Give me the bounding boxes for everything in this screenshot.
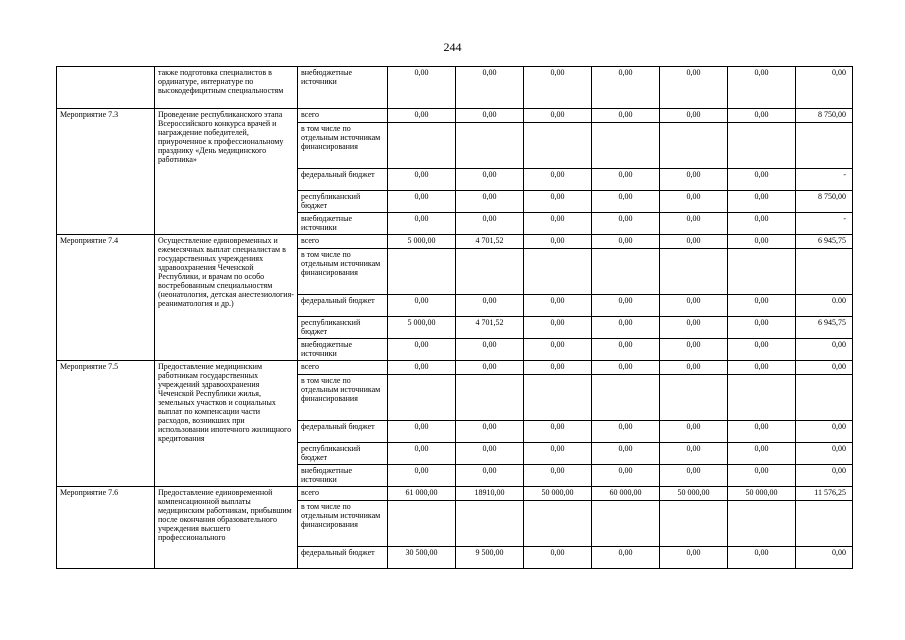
funding-source: республиканский бюджет [298, 317, 388, 339]
funding-source: внебюджетные источники [298, 213, 388, 235]
value-cell: 50 000,00 [524, 487, 592, 501]
value-cell: 0,00 [456, 191, 524, 213]
funding-source: в том числе по отдельным источникам финансирования [298, 375, 388, 421]
value-cell: 0,00 [592, 109, 660, 123]
value-cell [592, 375, 660, 421]
value-cell: 0,00 [592, 213, 660, 235]
value-cell: 8 750,00 [796, 191, 853, 213]
value-cell [524, 249, 592, 295]
value-cell: 0,00 [728, 191, 796, 213]
value-cell: 6 945,75 [796, 317, 853, 339]
value-cell: 61 000,00 [388, 487, 456, 501]
value-cell: 0,00 [524, 361, 592, 375]
value-cell: 0,00 [592, 295, 660, 317]
value-cell [796, 501, 853, 547]
funding-source: всего [298, 361, 388, 375]
value-cell: 0,00 [660, 361, 728, 375]
value-cell [796, 375, 853, 421]
value-cell: 50 000,00 [660, 487, 728, 501]
value-cell: 0,00 [796, 443, 853, 465]
value-cell: 0,00 [456, 169, 524, 191]
table-row [57, 235, 853, 249]
value-cell: 0,00 [796, 547, 853, 569]
value-cell: 0,00 [524, 191, 592, 213]
funding-source: всего [298, 235, 388, 249]
value-cell: 5 000,00 [388, 235, 456, 249]
value-cell: 0,00 [388, 465, 456, 487]
funding-source: внебюджетные источники [298, 465, 388, 487]
value-cell: 0,00 [728, 465, 796, 487]
value-cell: 0,00 [728, 421, 796, 443]
funding-source: внебюджетные источники [298, 339, 388, 361]
funding-source: федеральный бюджет [298, 547, 388, 569]
activity-description: Предоставление единовременной компенсационной выплаты медицинским работникам, прибывшим после окончания образовательного учреждения высшего профессионального [155, 487, 298, 569]
value-cell: 0,00 [592, 443, 660, 465]
value-cell [456, 501, 524, 547]
value-cell [728, 375, 796, 421]
value-cell [796, 249, 853, 295]
value-cell: 0,00 [592, 421, 660, 443]
value-cell: 0.00 [796, 295, 853, 317]
value-cell: 0,00 [388, 361, 456, 375]
value-cell: 0,00 [796, 421, 853, 443]
value-cell: 0,00 [592, 361, 660, 375]
value-cell: 0,00 [524, 317, 592, 339]
value-cell: 0,00 [388, 339, 456, 361]
value-cell: 0,00 [728, 547, 796, 569]
value-cell: 0,00 [388, 443, 456, 465]
value-cell: 0,00 [524, 235, 592, 249]
activity-label [57, 67, 155, 109]
activity-description: также подготовка специалистов в ординатуре, интернатуре по высокодефицитным специальностям [155, 67, 298, 109]
value-cell: 0,00 [728, 213, 796, 235]
funding-source: всего [298, 109, 388, 123]
value-cell [660, 249, 728, 295]
value-cell: 0,00 [592, 191, 660, 213]
value-cell: 0,00 [592, 339, 660, 361]
funding-source: внебюджетные источники [298, 67, 388, 109]
value-cell: 30 500,00 [388, 547, 456, 569]
value-cell [524, 123, 592, 169]
funding-source: федеральный бюджет [298, 169, 388, 191]
value-cell: 11 576,25 [796, 487, 853, 501]
funding-source: республиканский бюджет [298, 443, 388, 465]
value-cell: 0,00 [660, 547, 728, 569]
value-cell [524, 501, 592, 547]
activity-label: Мероприятие 7.4 [57, 235, 155, 361]
funding-source: федеральный бюджет [298, 421, 388, 443]
value-cell [796, 123, 853, 169]
value-cell [728, 501, 796, 547]
value-cell [456, 249, 524, 295]
value-cell: 0,00 [660, 465, 728, 487]
value-cell: 0,00 [456, 361, 524, 375]
value-cell [592, 249, 660, 295]
value-cell [388, 123, 456, 169]
value-cell: 0,00 [660, 443, 728, 465]
value-cell: 0,00 [524, 421, 592, 443]
value-cell: 0,00 [456, 443, 524, 465]
value-cell: 0,00 [660, 213, 728, 235]
funding-source: республиканский бюджет [298, 191, 388, 213]
value-cell: 0,00 [456, 421, 524, 443]
value-cell: 8 750,00 [796, 109, 853, 123]
value-cell: 0,00 [524, 465, 592, 487]
value-cell: 0,00 [592, 235, 660, 249]
value-cell: 0,00 [728, 443, 796, 465]
value-cell: 0,00 [388, 421, 456, 443]
activity-label: Мероприятие 7.3 [57, 109, 155, 235]
value-cell: 0,00 [728, 317, 796, 339]
value-cell: 50 000,00 [728, 487, 796, 501]
value-cell: 0,00 [592, 317, 660, 339]
value-cell [660, 375, 728, 421]
value-cell: 0,00 [456, 339, 524, 361]
table-row [57, 361, 853, 375]
page-number: 244 [443, 40, 462, 54]
value-cell: 0,00 [796, 339, 853, 361]
value-cell [592, 123, 660, 169]
value-cell: 0,00 [388, 67, 456, 109]
value-cell: 0,00 [592, 169, 660, 191]
value-cell: 18910,00 [456, 487, 524, 501]
value-cell [660, 123, 728, 169]
value-cell: 0,00 [728, 295, 796, 317]
activity-description: Осуществление единовременных и ежемесячных выплат специалистам в государственных учреждениях здравоохранения Чеченской Республики, и врачам по особо востребованным специальностям (неонатология, детская анестезиология-реаниматология и др.) [155, 235, 298, 361]
value-cell [592, 501, 660, 547]
value-cell: 0,00 [456, 67, 524, 109]
value-cell: 0,00 [660, 421, 728, 443]
value-cell [660, 501, 728, 547]
value-cell: 0,00 [524, 547, 592, 569]
funding-source: федеральный бюджет [298, 295, 388, 317]
value-cell: 0,00 [592, 547, 660, 569]
value-cell: 0,00 [728, 109, 796, 123]
value-cell: 0,00 [592, 465, 660, 487]
value-cell: 0,00 [728, 339, 796, 361]
value-cell [388, 501, 456, 547]
value-cell [388, 375, 456, 421]
value-cell [524, 375, 592, 421]
value-cell: 0,00 [728, 361, 796, 375]
value-cell: 0,00 [728, 235, 796, 249]
value-cell: 0,00 [456, 295, 524, 317]
table-row [57, 109, 853, 123]
value-cell: 0,00 [660, 109, 728, 123]
value-cell: 0,00 [524, 109, 592, 123]
value-cell: 0,00 [660, 235, 728, 249]
funding-table [56, 66, 853, 569]
value-cell: 0,00 [456, 465, 524, 487]
value-cell [456, 375, 524, 421]
value-cell [456, 123, 524, 169]
value-cell: 0,00 [524, 67, 592, 109]
value-cell [388, 249, 456, 295]
value-cell: 0,00 [728, 169, 796, 191]
value-cell: - [796, 169, 853, 191]
value-cell: 9 500,00 [456, 547, 524, 569]
value-cell: 0,00 [388, 213, 456, 235]
funding-source: в том числе по отдельным источникам финансирования [298, 501, 388, 547]
value-cell: 0,00 [388, 109, 456, 123]
value-cell: 0,00 [660, 169, 728, 191]
value-cell: 0,00 [796, 67, 853, 109]
value-cell: 0,00 [524, 213, 592, 235]
value-cell: 0,00 [388, 191, 456, 213]
value-cell: 6 945,75 [796, 235, 853, 249]
funding-source: всего [298, 487, 388, 501]
activity-label: Мероприятие 7.6 [57, 487, 155, 569]
value-cell: 0,00 [660, 295, 728, 317]
value-cell: - [796, 213, 853, 235]
funding-source: в том числе по отдельным источникам финансирования [298, 123, 388, 169]
value-cell: 0,00 [456, 109, 524, 123]
value-cell: 0,00 [660, 191, 728, 213]
value-cell: 4 701,52 [456, 317, 524, 339]
activity-label: Мероприятие 7.5 [57, 361, 155, 487]
value-cell: 0,00 [592, 67, 660, 109]
value-cell: 0,00 [796, 361, 853, 375]
value-cell: 5 000,00 [388, 317, 456, 339]
value-cell: 0,00 [660, 317, 728, 339]
value-cell: 0,00 [524, 443, 592, 465]
table-row [57, 487, 853, 501]
table-row [57, 67, 853, 109]
value-cell [728, 249, 796, 295]
value-cell: 0,00 [660, 67, 728, 109]
value-cell: 0,00 [388, 169, 456, 191]
value-cell: 4 701,52 [456, 235, 524, 249]
value-cell: 0,00 [524, 339, 592, 361]
value-cell: 0,00 [388, 295, 456, 317]
value-cell: 0,00 [796, 465, 853, 487]
value-cell: 0,00 [456, 213, 524, 235]
funding-source: в том числе по отдельным источникам финансирования [298, 249, 388, 295]
activity-description: Проведение республиканского этапа Всероссийского конкурса врачей и награждение победителей, приуроченное к профессиональному празднику «День медицинского работника» [155, 109, 298, 235]
value-cell: 0,00 [728, 67, 796, 109]
value-cell [728, 123, 796, 169]
value-cell: 0,00 [524, 169, 592, 191]
activity-description: Предоставление медицинским работникам государственных учреждений здравоохранения Чеченской Республики жилья, земельных участков и социальных выплат по компенсации части расходов, возникших при использовании ипотечного жилищного кредитования [155, 361, 298, 487]
value-cell: 60 000,00 [592, 487, 660, 501]
value-cell: 0,00 [524, 295, 592, 317]
funding-table-body [57, 67, 853, 569]
value-cell: 0,00 [660, 339, 728, 361]
